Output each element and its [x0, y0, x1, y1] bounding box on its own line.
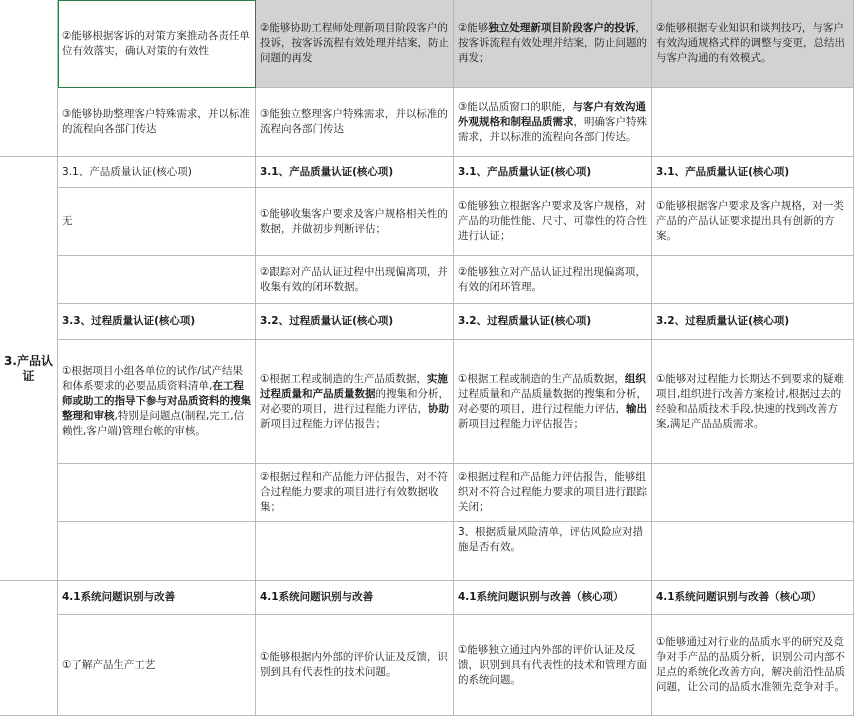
r6-c3: 3.2、过程质量认证(核心项) — [454, 304, 652, 340]
r7-c4: ①能够对过程能力长期达不到要求的疑难项目,组织进行改善方案检讨,根据过去的经验和品质技术手段,快速的找到改善方案,满足产品品质需求。 — [652, 340, 854, 464]
r4-c2: ①能够收集客户要求及客户规格相关性的数据，并做初步判断评估； — [256, 188, 454, 256]
r9-c1 — [58, 522, 256, 581]
r2-c2: ③能独立整理客户特殊需求，并以标准的流程向各部门传达 — [256, 88, 454, 157]
r10-c3: 4.1系统问题识别与改善（核心项） — [454, 581, 652, 615]
r9-c2 — [256, 522, 454, 581]
category-cell-product-certification — [0, 157, 58, 581]
r2-c4 — [652, 88, 854, 157]
r3-c3: 3.1、产品质量认证(核心项) — [454, 157, 652, 188]
r1-c1[interactable]: ②能够根据客诉的对策方案推动各责任单位有效落实，确认对策的有效性 — [58, 0, 256, 88]
r3-c4: 3.1、产品质量认证(核心项) — [652, 157, 854, 188]
r8-c1 — [58, 464, 256, 522]
category-cell-top — [0, 0, 58, 157]
r1-c4: ②能够根据专业知识和谈判技巧，与客户有效沟通规格式样的调整与变更，总结出与客户沟通的有效模式。 — [652, 0, 854, 88]
r5-c4 — [652, 256, 854, 304]
r10-c2: 4.1系统问题识别与改善 — [256, 581, 454, 615]
r4-c4: ①能够根据客户要求及客户规格，对一类产品的产品认证要求提出具有创新的方案。 — [652, 188, 854, 256]
r8-c2: ②根据过程和产品能力评估报告，对不符合过程能力要求的项目进行有效数据收集； — [256, 464, 454, 522]
r5-c2: ②跟踪对产品认证过程中出现偏离项，并收集有效的闭环数据。 — [256, 256, 454, 304]
r6-c1: 3.3、过程质量认证(核心项) — [58, 304, 256, 340]
r4-c1: 无 — [58, 188, 256, 256]
r10-c1: 4.1系统问题识别与改善 — [58, 581, 256, 615]
r9-c4 — [652, 522, 854, 581]
r11-c4: ①能够通过对行业的品质水平的研究及竞争对手产品的品质分析，识别公司内部不足点的系统化改善方向，解决前沿性品质问题，让公司的品质水准领先竞争对手。 — [652, 615, 854, 716]
category-label: 3.产品认证 — [4, 353, 53, 383]
r4-c3: ①能够独立根据客户要求及客户规格，对产品的功能性能、尺寸、可靠性的符合性进行认证； — [454, 188, 652, 256]
r6-c4: 3.2、过程质量认证(核心项) — [652, 304, 854, 340]
r7-c2: ①根据工程或制造的生产品质数据，实施过程质量和产品质量数据的搜集和分析，对必要的项目，进行过程能力评估，协助新项目过程能力评估报告； — [256, 340, 454, 464]
r10-c4: 4.1系统问题识别与改善（核心项） — [652, 581, 854, 615]
r6-c2: 3.2、过程质量认证(核心项) — [256, 304, 454, 340]
r2-c3: ③能以品质窗口的职能，与客户有效沟通外观规格和制程品质需求，明确客户特殊需求，并以标准的流程向各部门传达。 — [454, 88, 652, 157]
r5-c1 — [58, 256, 256, 304]
r7-c3: ①根据工程或制造的生产品质数据，组织过程质量和产品质量数据的搜集和分析，对必要的项目，进行过程能力评估，输出新项目过程能力评估报告； — [454, 340, 652, 464]
r2-c1: ③能够协助整理客户特殊需求，并以标准的流程向各部门传达 — [58, 88, 256, 157]
r1-c2: ②能够协助工程师处理新项目阶段客户的投诉，按客诉流程有效处理并结案，防止问题的再发 — [256, 0, 454, 88]
r11-c2: ①能够根据内外部的评价认证及反馈，识别到具有代表性的技术问题。 — [256, 615, 454, 716]
category-cell-bottom — [0, 581, 58, 716]
r11-c3: ①能够独立通过内外部的评价认证及反馈，识别到具有代表性的技术和管理方面的系统问题。 — [454, 615, 652, 716]
r8-c3: ②根据过程和产品能力评估报告，能够组织对不符合过程能力要求的项目进行跟踪关闭； — [454, 464, 652, 522]
r7-c1: ①根据项目小组各单位的试作/试产结果和体系要求的必要品质资料清单,在工程师或助工的指导下参与对品质资料的搜集整理和审核,特别是问题点(制程,完工,信赖性,客户端)管理台帐的审核。 — [58, 340, 256, 464]
r3-c2: 3.1、产品质量认证(核心项) — [256, 157, 454, 188]
r5-c3: ②能够独立对产品认证过程出现偏离项，有效的闭环管理。 — [454, 256, 652, 304]
r3-c1: 3.1、产品质量认证(核心项) — [58, 157, 256, 188]
r9-c3: 3、根据质量风险清单，评估风险应对措施是否有效。 — [454, 522, 652, 581]
r1-c3: ②能够独立处理新项目阶段客户的投诉，按客诉流程有效处理并结案，防止问题的再发； — [454, 0, 652, 88]
r11-c1: ①了解产品生产工艺 — [58, 615, 256, 716]
r8-c4 — [652, 464, 854, 522]
